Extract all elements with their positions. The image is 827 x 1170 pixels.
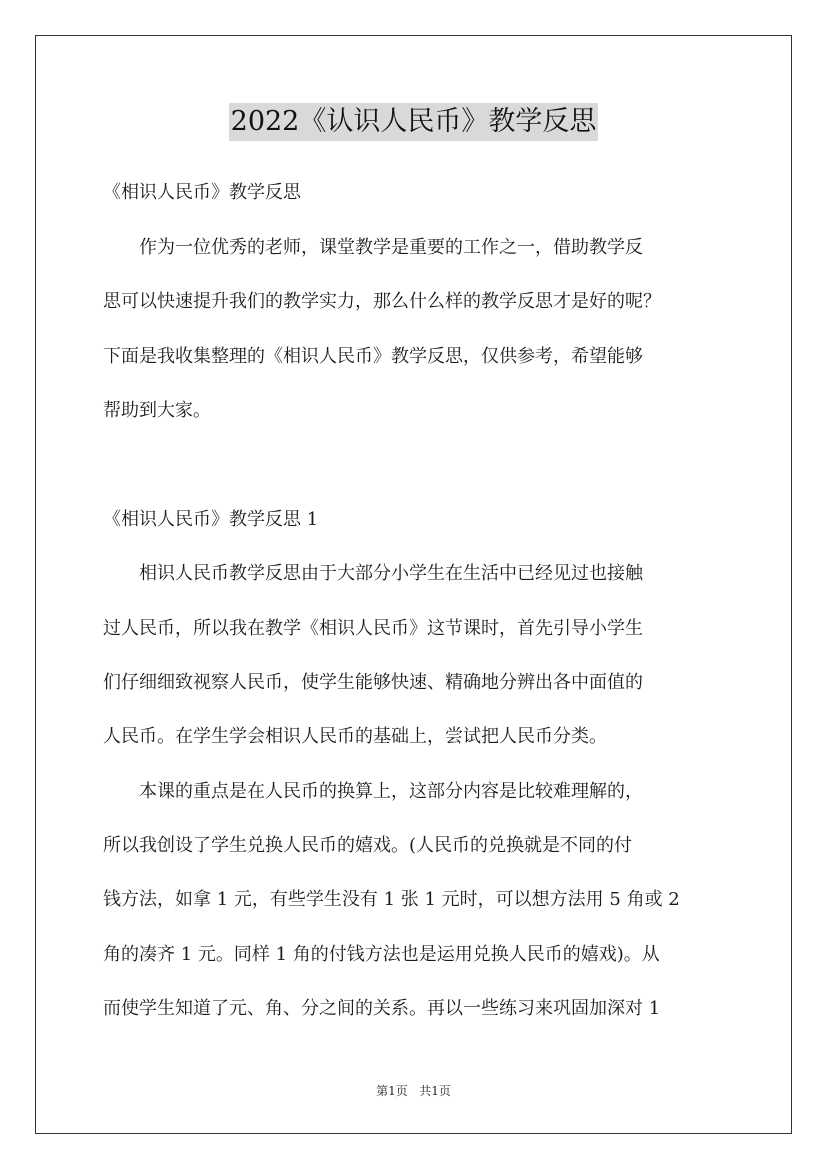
paragraph-line: 钱方法，如拿 1 元，有些学生没有 1 张 1 元时，可以想方法用 5 角或 2 (103, 889, 680, 910)
paragraph-line: 角的凑齐 1 元。同样 1 角的付钱方法也是运用兑换人民币的嬉戏)。从 (103, 944, 660, 965)
paragraph-line: 下面是我收集整理的《相识人民币》教学反思，仅供参考，希望能够 (103, 346, 643, 367)
paragraph-line: 作为一位优秀的老师，课堂教学是重要的工作之一，借助教学反 (103, 237, 643, 258)
paragraph-line: 所以我创设了学生兑换人民币的嬉戏。(人民币的兑换就是不同的付 (103, 835, 633, 856)
paragraph-line: 相识人民币教学反思由于大部分小学生在生活中已经见过也接触 (103, 563, 643, 584)
paragraph-line: 本课的重点是在人民币的换算上，这部分内容是比较难理解的， (103, 781, 643, 802)
paragraph-line: 人民币。在学生学会相识人民币的基础上，尝试把人民币分类。 (103, 726, 607, 747)
page-footer (0, 1083, 827, 1099)
title-container (0, 103, 827, 141)
paragraph-line: 们仔细细致视察人民币，使学生能够快速、精确地分辨出各中面值的 (103, 672, 643, 693)
section-heading-1: 《相识人民币》教学反思 1 (103, 509, 319, 530)
page-number-total: 共1页 (419, 1084, 451, 1098)
page-number-current: 第1页 (376, 1084, 408, 1098)
paragraph-line: 帮助到大家。 (103, 400, 211, 421)
section-heading-intro: 《相识人民币》教学反思 (103, 182, 301, 203)
document-title: 2022《认识人民币》教学反思 (229, 103, 599, 141)
paragraph-line: 思可以快速提升我们的教学实力，那么什么样的教学反思才是好的呢？ (103, 291, 661, 312)
paragraph-line: 而使学生知道了元、角、分之间的关系。再以一些练习来巩固加深对 1 (103, 998, 661, 1019)
paragraph-line: 过人民币，所以我在教学《相识人民币》这节课时，首先引导小学生 (103, 618, 643, 639)
